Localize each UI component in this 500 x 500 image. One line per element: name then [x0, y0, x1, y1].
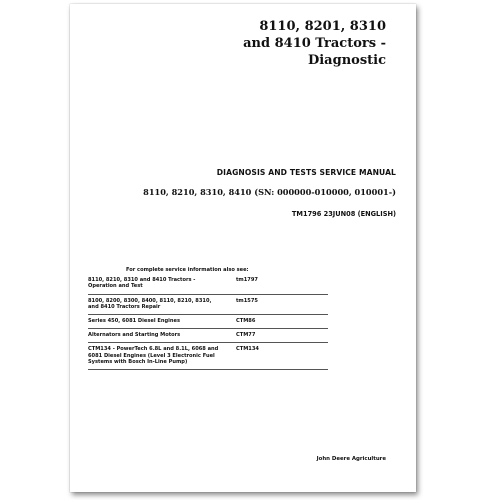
title-line: and 8410 Tractors -: [243, 36, 386, 51]
manual-type-heading: DIAGNOSIS AND TESTS SERVICE MANUAL: [216, 168, 396, 177]
related-manuals-list: [88, 267, 328, 370]
related-manual-title-line: 6081 Diesel Engines (Level 3 Electronic Fuel: [88, 352, 215, 359]
related-manual-title: [88, 332, 230, 338]
related-manual-code: CTM77: [236, 332, 256, 339]
related-manuals-header: For complete service information also see:: [126, 267, 249, 273]
related-manual-row: [88, 332, 328, 338]
divider: [88, 314, 328, 315]
related-manual-title-line: 8110, 8210, 8310 and 8410 Tractors -: [88, 277, 196, 284]
title-line: Diagnostic: [307, 53, 386, 68]
divider: [88, 369, 328, 370]
related-manual-title-line: 8100, 8200, 8300, 8400, 8110, 8210, 8310,: [88, 297, 212, 304]
manual-models-line: 8110, 8210, 8310, 8410 (SN: 000000-010000, 010001-): [143, 187, 396, 197]
related-manual-row: [88, 277, 328, 289]
related-manual-row: [88, 318, 328, 324]
related-manual-code: tm1575: [236, 297, 258, 304]
related-manual-title-line: and 8410 Tractors Repair: [88, 303, 161, 310]
divider: [88, 342, 328, 343]
divider: [88, 328, 328, 329]
related-manual-row: [88, 298, 328, 310]
document-title: [126, 18, 386, 69]
divider: [88, 294, 328, 295]
related-manual-title: [88, 318, 230, 324]
related-manual-row: [88, 346, 328, 365]
related-manual-title-line: CTM134 - PowerTech 6.8L and 8.1L, 6068 and: [88, 346, 219, 353]
related-manual-code: CTM86: [236, 318, 256, 325]
related-manual-title-line: Series 450, 6081 Diesel Engines: [88, 318, 180, 325]
related-manual-title-line: Alternators and Starting Motors: [88, 332, 181, 339]
related-manual-code: CTM134: [236, 346, 259, 353]
related-manual-title: [88, 298, 230, 310]
related-manual-title: [88, 346, 230, 365]
related-manual-title-line: Operation and Test: [88, 283, 143, 290]
related-manual-code: tm1797: [236, 277, 258, 284]
title-line: 8110, 8201, 8310: [259, 19, 386, 34]
related-manual-title-line: Systems with Bosch In-Line Pump): [88, 358, 188, 365]
manual-code-line: TM1796 23JUN08 (ENGLISH): [291, 210, 396, 218]
manual-cover-page: [70, 4, 416, 492]
related-manual-title: [88, 277, 230, 289]
publisher-name: John Deere Agriculture: [316, 456, 386, 462]
